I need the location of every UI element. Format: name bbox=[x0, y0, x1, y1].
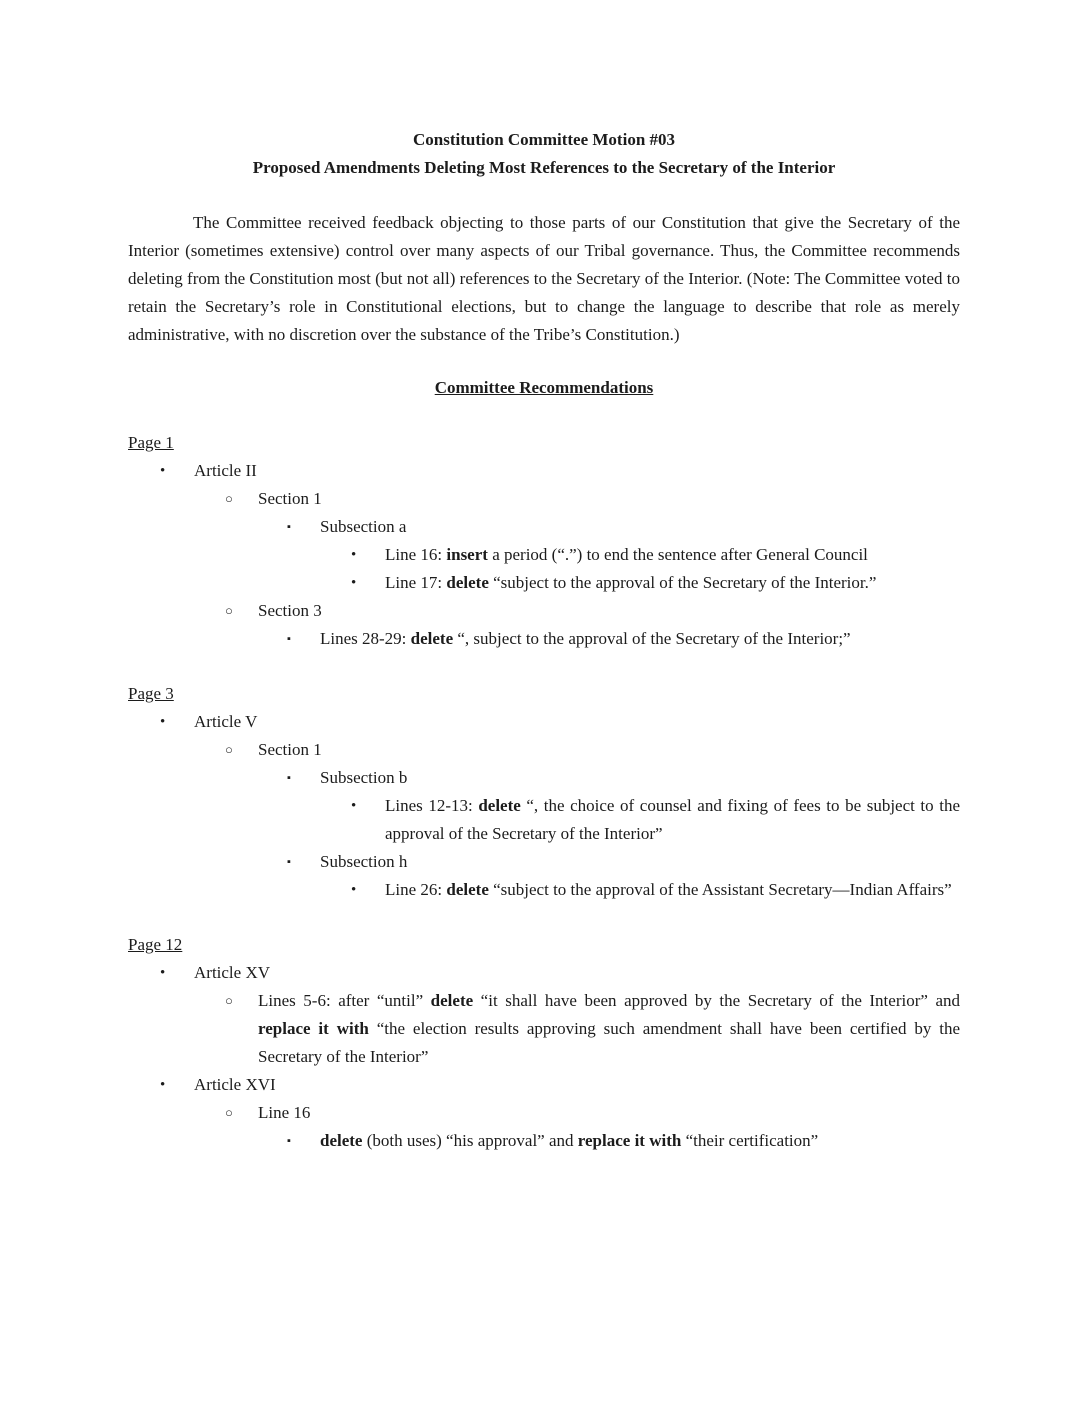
list-item bbox=[128, 764, 960, 792]
item-text: “it shall have been approved by the Secretary of the Interior” and bbox=[473, 991, 960, 1010]
item-text: Section 1 bbox=[258, 489, 322, 508]
document-subtitle: Proposed Amendments Deleting Most References to the Secretary of the Interior bbox=[252, 158, 836, 177]
page-section bbox=[128, 931, 960, 1155]
item-text: Subsection a bbox=[320, 517, 407, 536]
circle-bullet-icon: ○ bbox=[225, 993, 233, 1008]
square-bullet-icon: ▪ bbox=[287, 772, 291, 784]
page-label: Page 3 bbox=[128, 684, 174, 703]
item-text: “subject to the approval of the Secretary of the Interior.” bbox=[488, 573, 877, 592]
page-section bbox=[128, 429, 960, 653]
emphasis-text: delete bbox=[446, 880, 489, 899]
emphasis-text: delete bbox=[410, 629, 454, 648]
disc-bullet-icon: • bbox=[160, 965, 166, 981]
document-title: Constitution Committee Motion #03 bbox=[412, 130, 676, 149]
item-text: Subsection h bbox=[320, 852, 408, 871]
list-item bbox=[128, 625, 960, 653]
disc-bullet-icon: • bbox=[160, 463, 166, 479]
item-text: Line 16: bbox=[385, 545, 447, 564]
emphasis-text: delete bbox=[478, 796, 521, 815]
item-text: Subsection b bbox=[320, 768, 408, 787]
item-text: (both uses) “his approval” and bbox=[362, 1131, 578, 1150]
square-bullet-icon: ▪ bbox=[287, 856, 291, 868]
document-title-block bbox=[128, 126, 960, 182]
item-text: “the election results approving such amendment shall have been certified by the Secretary of the Interior” bbox=[258, 1019, 960, 1066]
disc-bullet-icon: • bbox=[160, 1077, 166, 1093]
item-text: Section 3 bbox=[258, 601, 322, 620]
circle-bullet-icon: ○ bbox=[225, 603, 233, 618]
list-item bbox=[128, 569, 960, 597]
item-text: Lines 12-13: bbox=[385, 796, 479, 815]
item-text: Line 17: bbox=[385, 573, 447, 592]
square-bullet-icon: ▪ bbox=[287, 521, 291, 533]
item-text: Article V bbox=[194, 712, 258, 731]
list-item bbox=[128, 792, 960, 848]
item-text: Article II bbox=[194, 461, 257, 480]
disc-bullet-icon: • bbox=[351, 547, 357, 563]
item-text: “, subject to the approval of the Secretary of the Interior;” bbox=[453, 629, 851, 648]
list-item bbox=[128, 513, 960, 541]
disc-bullet-icon: • bbox=[351, 798, 357, 814]
list-item bbox=[128, 1099, 960, 1127]
square-bullet-icon: ▪ bbox=[287, 633, 291, 645]
page-section bbox=[128, 680, 960, 904]
item-text: Lines 28-29: bbox=[320, 629, 411, 648]
disc-bullet-icon: • bbox=[160, 714, 166, 730]
list-item bbox=[128, 848, 960, 876]
item-text: “, the choice of counsel and fixing of fees to be subject to the approval of the Secretary of the Interior” bbox=[385, 796, 960, 843]
section-heading: Committee Recommendations bbox=[434, 378, 654, 397]
list-item bbox=[128, 457, 960, 485]
recommendations-list bbox=[128, 429, 960, 1155]
document-content bbox=[128, 126, 960, 1155]
emphasis-text: replace it with bbox=[577, 1131, 682, 1150]
disc-bullet-icon: • bbox=[351, 575, 357, 591]
page-label: Page 1 bbox=[128, 433, 174, 452]
emphasis-text: insert bbox=[446, 545, 488, 564]
item-text: a period (“.”) to end the sentence after General Council bbox=[487, 545, 868, 564]
list-item bbox=[128, 1071, 960, 1099]
list-item bbox=[128, 597, 960, 625]
circle-bullet-icon: ○ bbox=[225, 742, 233, 757]
list-item bbox=[128, 708, 960, 736]
page-label: Page 12 bbox=[128, 935, 183, 954]
intro-paragraph: The Committee received feedback objecting to those parts of our Constitution that give the Secretary of the Interior (sometimes extensive) control over many aspects of our Tribal governance. Thus, the Committee recommends deleting from the Constitution most (but not all) references to the Secretary of the Interior. (Note: The Committee voted to retain the Secretary’s role in Constitutional elections, but to change the language to describe that role as merely administrative, with no discretion over the substance of the Tribe’s Constitution.) bbox=[128, 213, 960, 344]
item-text: Line 26: bbox=[385, 880, 447, 899]
item-text: Lines 5-6: after “until” bbox=[258, 991, 431, 1010]
item-text: Article XV bbox=[194, 963, 271, 982]
item-text: “their certification” bbox=[681, 1131, 819, 1150]
emphasis-text: delete bbox=[430, 991, 474, 1010]
list-item bbox=[128, 959, 960, 987]
square-bullet-icon: ▪ bbox=[287, 1135, 291, 1147]
circle-bullet-icon: ○ bbox=[225, 1105, 233, 1120]
item-text: Article XVI bbox=[194, 1075, 276, 1094]
list-item bbox=[128, 876, 960, 904]
list-item bbox=[128, 485, 960, 513]
emphasis-text: replace it with bbox=[258, 1019, 369, 1038]
item-text: Section 1 bbox=[258, 740, 322, 759]
circle-bullet-icon: ○ bbox=[225, 491, 233, 506]
list-item bbox=[128, 987, 960, 1071]
list-item bbox=[128, 541, 960, 569]
list-item bbox=[128, 736, 960, 764]
item-text: Line 16 bbox=[258, 1103, 311, 1122]
item-text: “subject to the approval of the Assistant Secretary—Indian Affairs” bbox=[488, 880, 952, 899]
list-item bbox=[128, 1127, 960, 1155]
emphasis-text: delete bbox=[446, 573, 489, 592]
disc-bullet-icon: • bbox=[351, 882, 357, 898]
emphasis-text: delete bbox=[320, 1131, 363, 1150]
